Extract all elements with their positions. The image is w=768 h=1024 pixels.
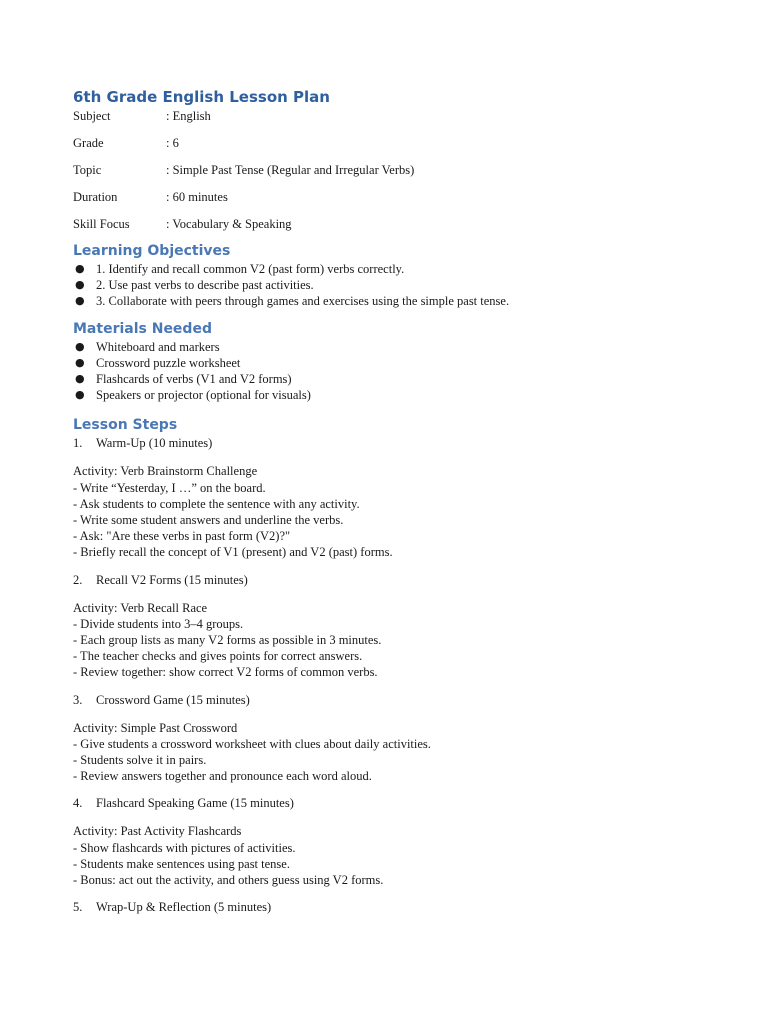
step-title: Crossword Game (15 minutes) [96,692,250,707]
step-heading [73,572,723,588]
step-title: Wrap-Up & Reflection (5 minutes) [96,900,272,915]
activity-title: Activity: Verb Brainstorm Challenge [73,464,258,479]
activity-line: - Write some student answers and underline the verbs. [73,513,344,528]
activity-title: Activity: Verb Recall Race [73,600,208,615]
meta-value: : Vocabulary & Speaking [166,217,292,231]
meta-row-skill-focus [73,216,723,236]
step-heading [73,795,723,811]
activity-line: - Review answers together and pronounce each word aloud. [73,769,372,784]
bullet-icon: ● [75,372,85,386]
list-item: ● 2. Use past verbs to describe past activities. [75,278,314,293]
meta-label: Subject [73,109,111,123]
activity-line: - Ask: "Are these verbs in past form (V2)?" [73,529,291,544]
activity-line: - Each group lists as many V2 forms as possible in 3 minutes. [73,633,382,648]
activity-line: - Give students a crossword worksheet with clues about daily activities. [73,736,431,751]
meta-row-subject [73,108,723,135]
meta-label: Grade [73,136,104,150]
activity-title: Activity: Simple Past Crossword [73,720,238,735]
step-number: 2. [73,572,83,587]
step-heading [73,899,723,915]
step-heading [73,692,723,708]
meta-row-grade [73,135,723,162]
objectives-list [73,261,723,310]
meta-value: : English [166,109,211,123]
meta-value: : 6 [166,136,179,150]
bullet-icon: ● [75,262,85,275]
bullet-icon: ● [75,339,85,353]
materials-list [73,339,723,404]
list-item: ● Whiteboard and markers [75,339,220,354]
step-activity [73,463,723,560]
list-item: ● Speakers or projector (optional for visuals) [75,388,311,403]
list-item: ● 3. Collaborate with peers through games and exercises using the simple past tense. [75,294,510,309]
meta-value: : Simple Past Tense (Regular and Irregular Verbs) [166,163,415,177]
step-number: 4. [73,796,83,811]
objectives-heading: Learning Objectives [73,243,231,259]
meta-label: Skill Focus [73,217,130,231]
step-number: 5. [73,900,83,915]
activity-line: - Show flashcards with pictures of activities. [73,840,296,855]
activity-line: - The teacher checks and gives points for correct answers. [73,649,363,664]
activity-line: - Divide students into 3–4 groups. [73,616,244,631]
list-item: ● Crossword puzzle worksheet [75,355,241,370]
list-item: ● 1. Identify and recall common V2 (past form) verbs correctly. [75,262,405,276]
meta-value: : 60 minutes [166,190,228,204]
activity-line: - Bonus: act out the activity, and others guess using V2 forms. [73,873,384,888]
activity-title: Activity: Past Activity Flashcards [73,824,242,839]
meta-label: Duration [73,190,118,204]
lesson-plan-document [73,86,723,915]
step-number: 1. [73,436,83,451]
step-activity [73,600,723,681]
document-title: 6th Grade English Lesson Plan [73,88,330,106]
bullet-icon: ● [75,294,85,308]
step-title: Warm-Up (10 minutes) [96,436,213,451]
step-title: Flashcard Speaking Game (15 minutes) [96,796,294,811]
activity-line: - Students solve it in pairs. [73,753,207,768]
activity-line: - Write “Yesterday, I …” on the board. [73,480,266,495]
meta-row-topic [73,162,723,189]
meta-table [73,108,723,236]
activity-line: - Ask students to complete the sentence with any activity. [73,496,360,511]
step-title: Recall V2 Forms (15 minutes) [96,572,248,587]
list-item: ● Flashcards of verbs (V1 and V2 forms) [75,372,292,387]
materials-heading: Materials Needed [73,320,212,337]
activity-line: - Review together: show correct V2 forms of common verbs. [73,665,378,680]
bullet-icon: ● [75,278,85,292]
step-activity [73,823,723,888]
bullet-icon: ● [75,355,85,369]
step-number: 3. [73,692,83,707]
meta-row-duration [73,189,723,216]
steps-heading: Lesson Steps [73,417,178,434]
step-heading [73,435,723,451]
activity-line: - Students make sentences using past tense. [73,856,290,871]
meta-label: Topic [73,163,102,177]
step-activity [73,720,723,785]
bullet-icon: ● [75,388,85,402]
activity-line: - Briefly recall the concept of V1 (present) and V2 (past) forms. [73,545,393,560]
